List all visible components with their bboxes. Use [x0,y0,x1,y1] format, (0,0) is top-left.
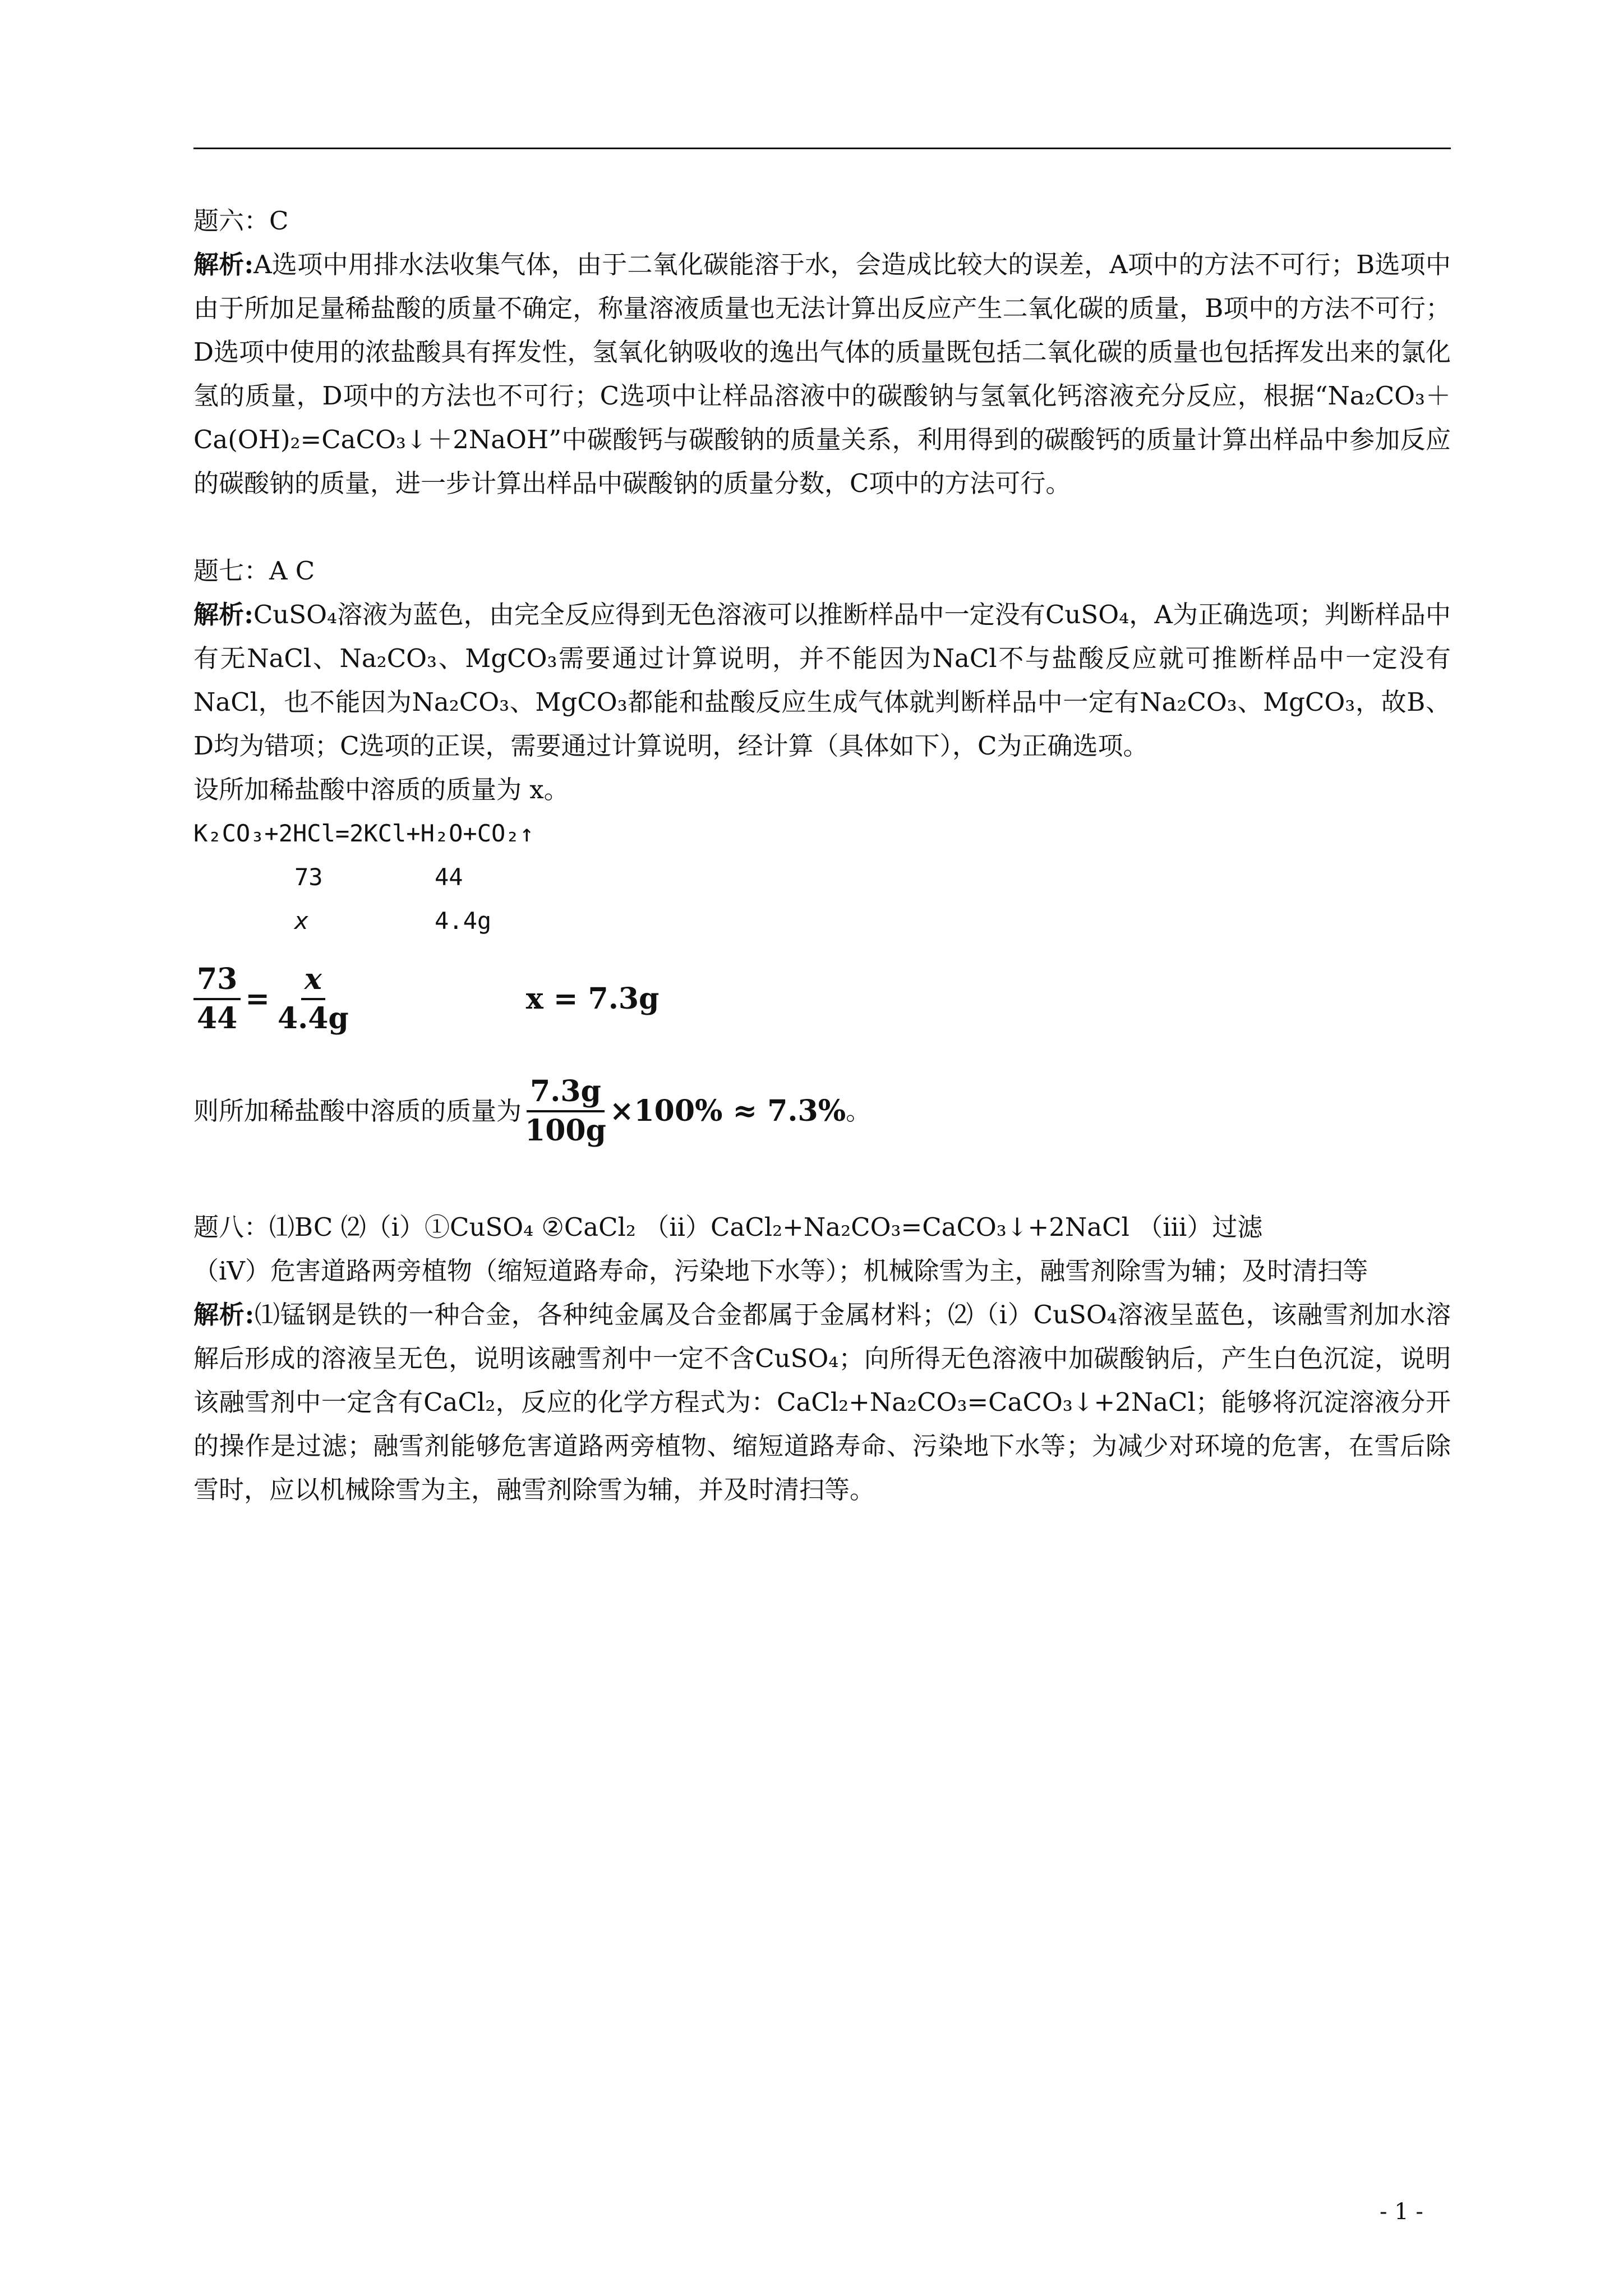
question-7-analysis-text: CuSO₄溶液为蓝色，由完全反应得到无色溶液可以推断样品中一定没有CuSO₄，A为正确选项；判断样品中有无NaCl、Na₂CO₃、MgCO₃需要通过计算说明，并不能因为NaCl不与盐酸反应就可推断样品中一定没有NaCl，也不能因为Na₂CO₃、MgCO₃都能和盐酸反应生成气体就判断样品中一定有Na₂CO₃、MgCO₃，故B、D均为错项；C选项的正误，需要通过计算说明，经计算（具体如下），C为正确选项。 [193,600,1451,761]
question-8-answer-line-1: 题八：⑴BC ⑵（i）①CuSO₄ ②CaCl₂ （ii）CaCl₂+Na₂CO₃=CaCO₃↓+2NaCl （iii）过滤 [193,1212,1263,1242]
fraction-7.3g-100g: $\frac{7.3g}{100g}$ [525,1074,606,1148]
fraction-73-44: $\frac{73}{44}$ [193,961,241,1037]
page-number: - 1 - [1380,2199,1423,2225]
question-7 [193,549,1451,1162]
conclusion-line [193,1061,1451,1162]
analysis-label: 解析: [193,250,254,279]
analysis-label: 解析: [193,1300,255,1329]
mass-ratio-row [193,855,1451,899]
question-7-title: 题七：A C [193,556,315,586]
co2-molar-mass: 44 [435,863,463,891]
question-6 [193,199,1451,505]
document-body [193,199,1451,1512]
chemical-equation: K₂CO₃+2HCl=2KCl+H₂O+CO₂↑ [193,820,534,847]
question-6-analysis [193,243,1451,505]
fraction-x-4.4g: $\frac{x}{4.4g}$ [277,962,349,1036]
analysis-label: 解析: [193,600,253,629]
co2-mass: 4.4g [435,907,492,935]
question-8-analysis [193,1293,1451,1512]
question-8-answer-line-2: （iV）危害道路两旁植物（缩短道路寿命，污染地下水等）；机械除雪为主，融雪剂除雪为辅；及时清扫等 [193,1256,1368,1286]
question-8-analysis-text: ⑴锰钢是铁的一种合金，各种纯金属及合金都属于金属材料；⑵（i）CuSO₄溶液呈蓝色，该融雪剂加水溶解后形成的溶液呈无色，说明该融雪剂中一定不含CuSO₄；向所得无色溶液中加碳酸钠后，产生白色沉淀，说明该融雪剂中一定含有CaCl₂，反应的化学方程式为：CaCl₂+Na₂CO₃=CaCO₃↓+2NaCl；能够将沉淀溶液分开的操作是过滤；融雪剂能够危害道路两旁植物、缩短道路寿命、污染地下水等；为减少对环境的危害，在雪后除雪时，应以机械除雪为主，融雪剂除雪为辅，并及时清扫等。 [193,1300,1451,1504]
hcl-molar-mass: 73 [294,863,323,891]
conclusion-prefix: 则所加稀盐酸中溶质的质量为 [193,1096,522,1126]
question-7-analysis [193,593,1451,768]
unknown-x: x [294,907,309,935]
setup-line: 设所加稀盐酸中溶质的质量为 x。 [193,775,569,804]
header-rule [193,148,1451,149]
percentage-result: ×100% ≈ 7.3% [609,1094,846,1128]
mass-value-row [193,899,1451,943]
conclusion-end: 。 [846,1096,872,1126]
result-x: x = 7.3g [525,982,660,1016]
question-6-title: 题六：C [193,206,289,236]
question-6-analysis-text: A选项中用排水法收集气体，由于二氧化碳能溶于水，会造成比较大的误差，A项中的方法不可行；B选项中由于所加足量稀盐酸的质量不确定，称量溶液质量也无法计算出反应产生二氧化碳的质量，B项中的方法不可行； D选项中使用的浓盐酸具有挥发性，氢氧化钠吸收的逸出气体的质量既包括二氧化碳的质量也包括挥发出来的氯化氢的质量，D项中的方法也不可行；C选项中让样品溶液中的碳酸钠与氢氧化钙溶液充分反应，根据“Na₂CO₃＋Ca(OH)₂=CaCO₃↓＋2NaOH”中碳酸钙与碳酸钠的质量关系，利用得到的碳酸钙的质量计算出样品中参加反应的碳酸钠的质量，进一步计算出样品中碳酸钠的质量分数，C项中的方法可行。 [193,250,1451,498]
equals-sign: = [245,982,270,1016]
question-8 [193,1205,1451,1512]
proportion-equation [193,949,1451,1050]
